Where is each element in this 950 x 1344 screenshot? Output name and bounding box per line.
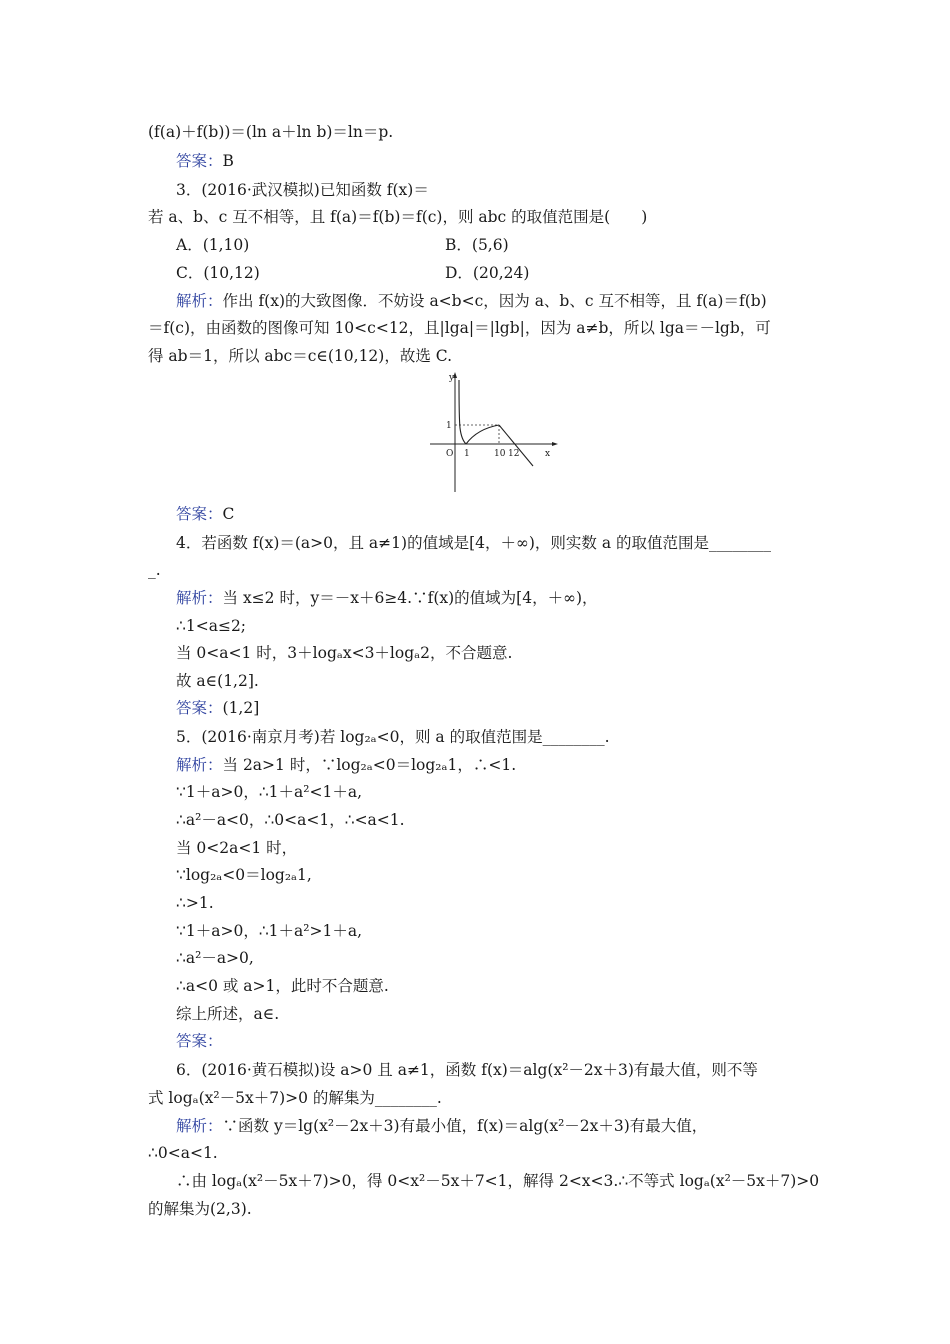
x-axis-arrow <box>552 442 558 446</box>
solution-text: 综上所述，a∈. <box>176 1005 280 1023</box>
solution-text: ∵函数 y＝lg(x²－2x＋3)有最小值，f(x)＝alg(x²－2x＋3)有最大值， <box>222 1117 708 1135</box>
log-curve-left <box>459 380 466 444</box>
solution-line <box>176 1116 707 1136</box>
solution-text: ∵1＋a>0，∴1＋a²>1＋a, <box>176 922 363 940</box>
answer-label: 答案： <box>176 505 223 523</box>
linear-segment <box>499 425 533 466</box>
option-b: B．(5,6) <box>445 236 509 254</box>
solution-text: ∵1＋a>0，∴1＋a²<1＋a, <box>176 783 363 801</box>
x-axis-label: x <box>545 449 551 459</box>
function-graph <box>426 370 560 494</box>
solution-text: 的解集为(2,3). <box>148 1200 252 1218</box>
x-tick-label-1: 1 <box>464 449 470 459</box>
x-tick-label-12: 12 <box>508 449 520 459</box>
solution-line <box>176 755 516 775</box>
answer-line <box>176 698 259 718</box>
answer-line <box>176 504 234 524</box>
solution-text: 作出 f(x)的大致图像．不妨设 a<b<c，因为 a、b、c 互不相等，且 f(a)＝f(b) <box>222 292 767 310</box>
solution-text: ∴由 logₐ(x²－5x＋7)>0，得 0<x²－5x＋7<1，解得 2<x<3.∴不等式 logₐ(x²－5x＋7)>0 <box>176 1172 820 1190</box>
answer-line <box>176 151 234 171</box>
solution-text: ∴1<a≤2; <box>176 617 247 635</box>
answer-value: B <box>222 152 234 170</box>
solution-text: ∴>1. <box>176 894 214 912</box>
solution-text: ∴0<a<1. <box>148 1144 218 1162</box>
solution-text: 当 0<a<1 时，3＋logₐx<3＋logₐ2，不合题意. <box>176 644 513 662</box>
option-a: A．(1,10) <box>176 236 250 254</box>
answer-label: 答案： <box>176 152 223 170</box>
y-axis-label: y <box>449 373 455 383</box>
solution-line <box>176 291 767 311</box>
solution-label: 解析： <box>176 292 223 310</box>
answer-line <box>176 1031 223 1051</box>
solution-label: 解析： <box>176 589 223 607</box>
answer-value: C <box>222 505 235 523</box>
answer-label: 答案： <box>176 1032 223 1050</box>
solution-text: ∴a<0 或 a>1，此时不合题意. <box>176 977 389 995</box>
question-3-title: 3．(2016·武汉模拟)已知函数 f(x)＝ <box>176 181 429 199</box>
solution-text: 得 ab＝1，所以 abc＝c∈(10,12)，故选 C. <box>148 347 453 365</box>
question-6-title-cont: 式 logₐ(x²－5x＋7)>0 的解集为________. <box>148 1089 442 1107</box>
solution-text: 故 a∈(1,2]. <box>176 672 259 690</box>
log-curve-right <box>466 425 499 444</box>
y-tick-label: 1 <box>446 421 452 431</box>
x-tick-label-10: 10 <box>494 449 506 459</box>
solution-label: 解析： <box>176 756 223 774</box>
solution-text: ∴a²－a>0, <box>176 949 254 967</box>
option-d: D．(20,24) <box>445 264 530 282</box>
solution-label: 解析： <box>176 1117 223 1135</box>
question-3-body: 若 a、b、c 互不相等，且 f(a)＝f(b)＝f(c)，则 abc 的取值范围是( ) <box>148 208 648 226</box>
origin-label: O <box>446 449 454 459</box>
line-text: (f(a)＋f(b))＝(ln a＋ln b)＝ln＝p. <box>148 123 394 141</box>
solution-text: ＝f(c)，由函数的图像可知 10<c<12，且|lga|＝|lgb|，因为 a≠b，所以 lga＝－lgb，可 <box>148 319 771 337</box>
solution-text: 当 x≤2 时，y＝－x＋6≥4.∵f(x)的值域为[4，＋∞)， <box>222 589 598 607</box>
solution-text: 当 2a>1 时，∵log₂ₐ<0＝log₂ₐ1，∴<1. <box>222 756 517 774</box>
answer-value: (1,2] <box>222 699 260 717</box>
question-6-title: 6．(2016·黄石模拟)设 a>0 且 a≠1，函数 f(x)＝alg(x²－2x＋3)有最大值，则不等 <box>176 1061 758 1079</box>
option-c: C．(10,12) <box>176 264 260 282</box>
question-4-title: 4．若函数 f(x)＝(a>0，且 a≠1)的值域是[4，＋∞)，则实数 a 的取值范围是________ <box>176 534 772 552</box>
solution-text: ∴a²－a<0，∴0<a<1，∴<a<1. <box>176 811 405 829</box>
solution-line <box>176 588 598 608</box>
answer-label: 答案： <box>176 699 223 717</box>
solution-text: ∵log₂ₐ<0＝log₂ₐ1, <box>176 866 312 884</box>
question-5-title: 5．(2016·南京月考)若 log₂ₐ<0，则 a 的取值范围是________. <box>176 728 610 746</box>
solution-text: 当 0<2a<1 时， <box>176 839 298 857</box>
question-4-blank-tail: _. <box>148 561 161 579</box>
